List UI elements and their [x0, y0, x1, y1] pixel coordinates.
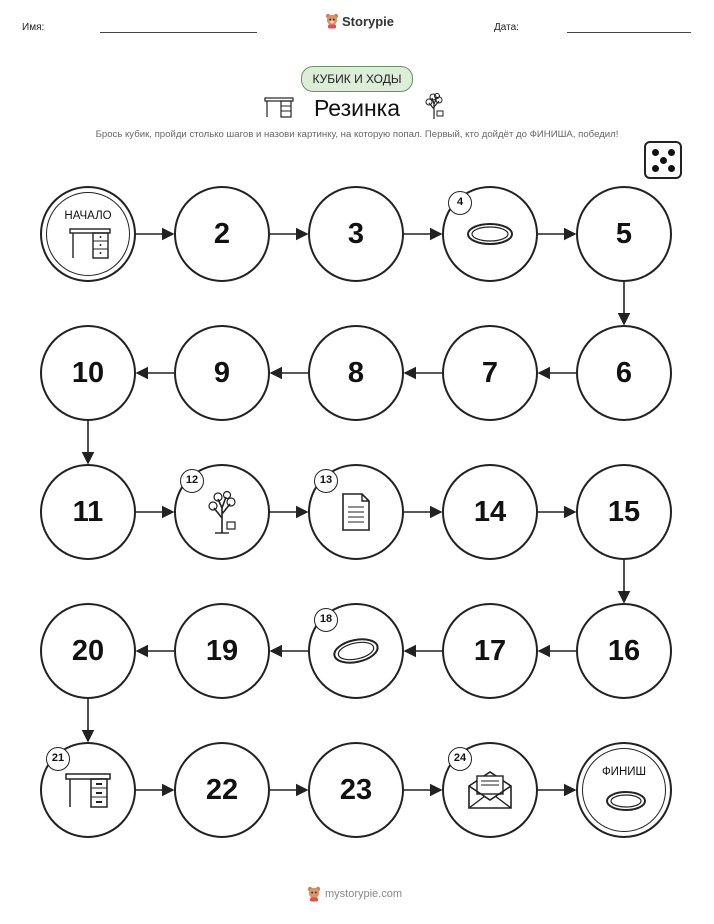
cell-number: 10 [71, 356, 105, 389]
cell-badge: 12 [180, 469, 204, 493]
cell-6[interactable] [576, 325, 672, 421]
cell-17[interactable] [442, 603, 538, 699]
date-label: Дата: [494, 22, 519, 33]
rubber-band-icon [330, 633, 382, 669]
cell-number: 5 [615, 217, 633, 250]
cell-number: 14 [473, 495, 507, 528]
cell-number: 2 [213, 217, 231, 250]
cell-11[interactable] [40, 464, 136, 560]
start-label: НАЧАЛО [64, 210, 112, 222]
cell-number: 8 [347, 356, 365, 389]
cell-23[interactable] [308, 742, 404, 838]
rubber-band-icon [604, 788, 648, 814]
game-type-tag: КУБИК И ХОДЫ [301, 66, 413, 92]
rubber-band-icon [465, 220, 515, 248]
cell-10[interactable] [40, 325, 136, 421]
cell-7[interactable] [442, 325, 538, 421]
cell-badge: 21 [46, 747, 70, 771]
cell-badge: 4 [448, 191, 472, 215]
cell-3[interactable] [308, 186, 404, 282]
cell-14[interactable] [442, 464, 538, 560]
cell-16[interactable] [576, 603, 672, 699]
cell-number: 20 [71, 634, 105, 667]
cell-number: 19 [205, 634, 239, 667]
cell-15[interactable] [576, 464, 672, 560]
bear-mascot-icon [307, 886, 321, 902]
cell-number: 16 [607, 634, 641, 667]
cell-8[interactable] [308, 325, 404, 421]
footer [307, 884, 407, 904]
cell-5[interactable] [576, 186, 672, 282]
instructions-text: Брось кубик, пройди столько шагов и назови картинку, на которую попал. Первый, кто дойдёт до ФИНИША, победил! [95, 129, 619, 140]
cell-badge: 18 [314, 608, 338, 632]
document-icon [340, 492, 372, 532]
desk-icon [68, 226, 112, 260]
desk-icon [64, 771, 112, 809]
brand-name: Storypie [342, 13, 395, 29]
cell-22[interactable] [174, 742, 270, 838]
cell-finish[interactable] [576, 742, 672, 838]
cell-number: 11 [72, 495, 104, 528]
cell-2[interactable] [174, 186, 270, 282]
cell-badge: 24 [448, 747, 472, 771]
cell-9[interactable] [174, 325, 270, 421]
cell-number: 15 [607, 495, 641, 528]
cell-number: 9 [213, 356, 231, 389]
finish-label: ФИНИШ [601, 766, 647, 778]
page-title: Резинка [313, 95, 401, 121]
cell-start[interactable] [40, 186, 136, 282]
cell-19[interactable] [174, 603, 270, 699]
name-label: Имя: [22, 22, 45, 33]
cell-badge: 13 [314, 469, 338, 493]
tree-icon [205, 490, 239, 534]
cell-number: 23 [339, 773, 373, 806]
cell-20[interactable] [40, 603, 136, 699]
footer-url[interactable]: mystorypie.com [325, 888, 403, 900]
cell-number: 6 [615, 356, 633, 389]
cell-number: 7 [481, 356, 499, 389]
cell-number: 3 [347, 217, 365, 250]
cell-number: 22 [205, 773, 239, 806]
cell-number: 17 [473, 634, 507, 667]
envelope-icon [466, 770, 514, 810]
